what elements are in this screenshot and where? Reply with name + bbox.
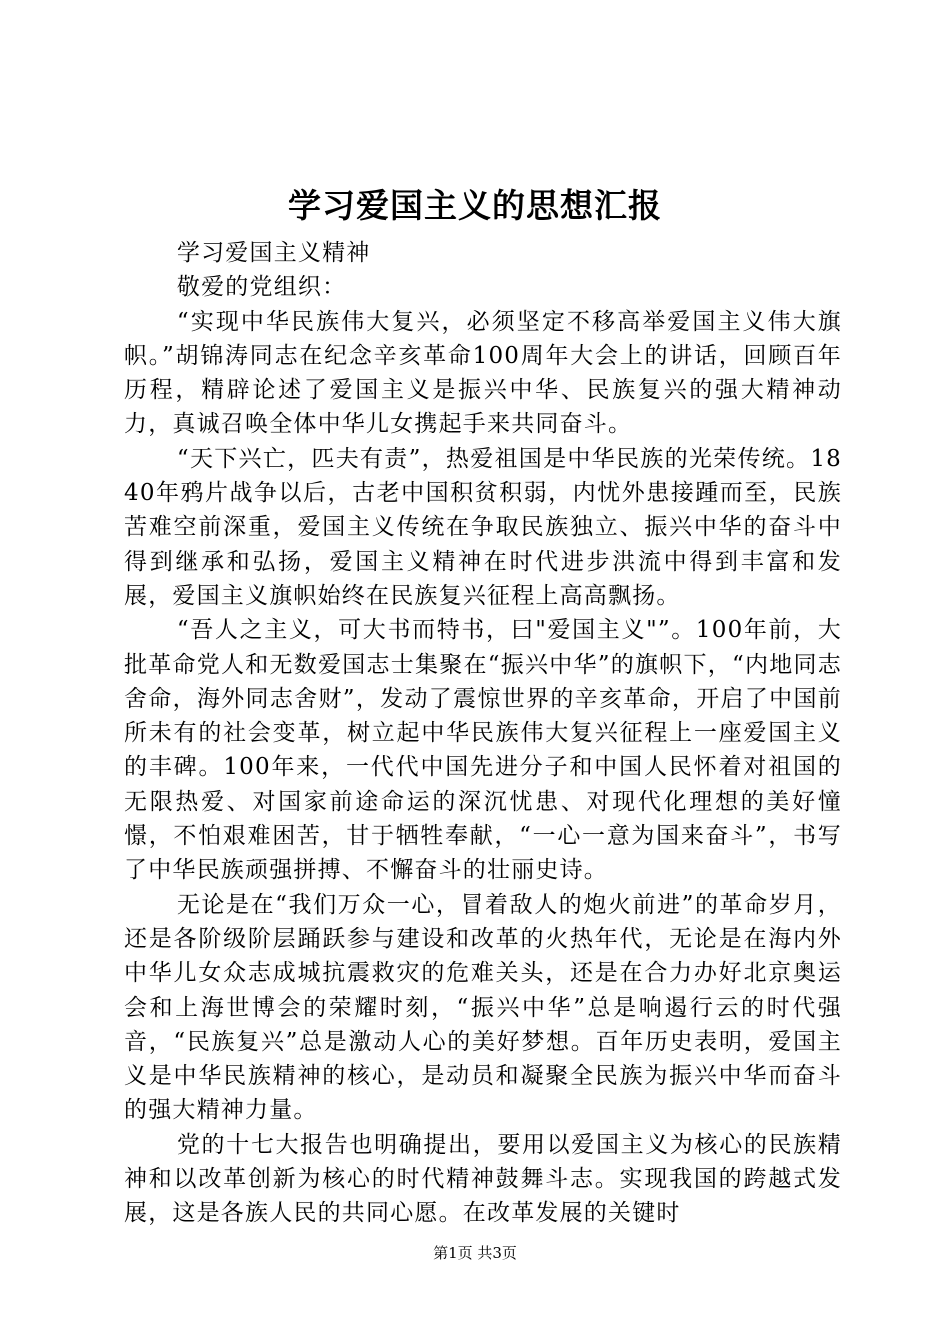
- body-paragraph: 党的十七大报告也明确提出，要用以爱国主义为核心的民族精神和以改革创新为核心的时代精神鼓舞斗志。实现我国的跨越式发展，这是各族人民的共同心愿。在改革发展的关键时: [124, 1131, 842, 1227]
- body-paragraph: 无论是在“我们万众一心，冒着敌人的炮火前进”的革命岁月，还是各阶级阶层踊跃参与建设和改革的火热年代，无论是在海内外中华儿女众志成城抗震救灾的危难关头，还是在合力办好北京奥运会和上海世博会的荣耀时刻，“振兴中华”总是响遏行云的时代强音，“民族复兴”总是激动人心的美好梦想。百年历史表明，爱国主义是中华民族精神的核心，是动员和凝聚全民族为振兴中华而奋斗的强大精神力量。: [124, 891, 842, 1124]
- salutation-paragraph: 敬爱的党组织：: [176, 274, 347, 301]
- body-paragraph: “天下兴亡，匹夫有责”，热爱祖国是中华民族的光荣传统。1840年鸦片战争以后，古老中国积贫积弱，内忧外患接踵而至，民族苦难空前深重，爱国主义传统在争取民族独立、振兴中华的奋斗中得到继承和弘扬，爱国主义精神在时代进步洪流中得到丰富和发展，爱国主义旗帜始终在民族复兴征程上高高飘扬。: [124, 445, 842, 609]
- page-number-footer: 第1页 共3页: [433, 1244, 517, 1262]
- body-paragraph: “实现中华民族伟大复兴，必须坚定不移高举爱国主义伟大旗帜。”胡锦涛同志在纪念辛亥革命100周年大会上的讲话，回顾百年历程，精辟论述了爱国主义是振兴中华、民族复兴的强大精神动力，真诚召唤全体中华儿女携起手来共同奋斗。: [124, 308, 842, 438]
- document-title: 学习爱国主义的思想汇报: [288, 186, 662, 225]
- body-paragraph: “吾人之主义，可大书而特书，曰"爱国主义"”。100年前，大批革命党人和无数爱国志士集聚在“振兴中华”的旗帜下，“内地同志舍命，海外同志舍财”，发动了震惊世界的辛亥革命，开启了中国前所未有的社会变革，树立起中华民族伟大复兴征程上一座爱国主义的丰碑。100年来，一代代中国先进分子和中国人民怀着对祖国的无限热爱、对国家前途命运的深沉忧患、对现代化理想的美好憧憬，不怕艰难困苦，甘于牺牲奉献，“一心一意为国来奋斗”，书写了中华民族顽强拼搏、不懈奋斗的壮丽史诗。: [124, 617, 842, 884]
- document-body: [124, 236, 842, 1231]
- subtitle-paragraph: 学习爱国主义精神: [176, 240, 371, 266]
